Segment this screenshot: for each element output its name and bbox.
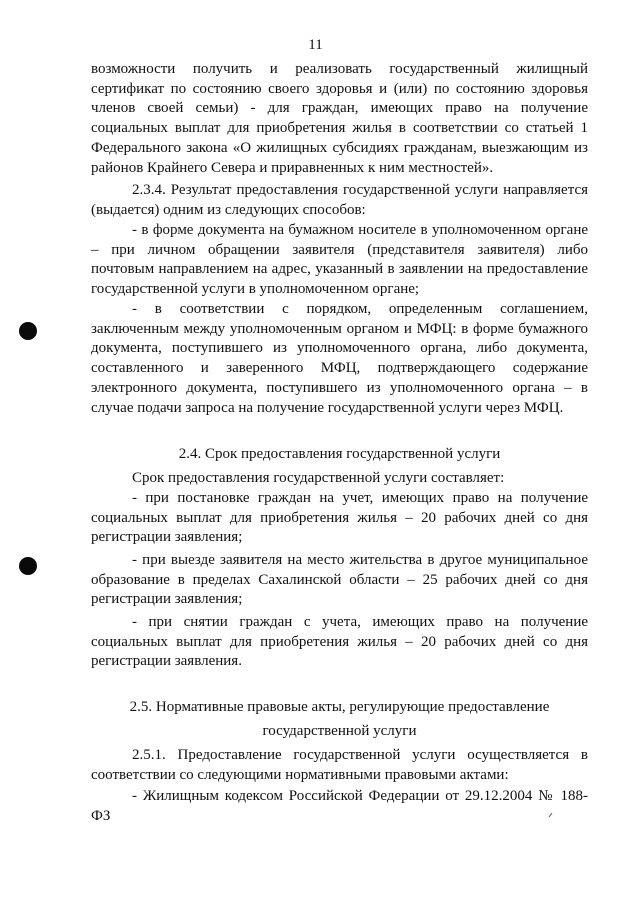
section-heading-2-4: 2.4. Срок предоставления государственной услуги <box>178 446 501 462</box>
section-heading-2-5-line1: 2.5. Нормативные правовые акты, регулирующие предоставление <box>129 699 550 715</box>
paragraph-mfc-delivery: - в соответствии с порядком, определенным соглашением, заключенным между уполномоченным органом и МФЦ: в форме бумажного документа, поступившего из уполномоченного органа, либо документа, составленного и заверенного МФЦ, подтверждающего содержание электронного документа, поступившего из уполномоченного органа – в случае подачи запроса на получение государственной услуги через МФЦ. <box>91 301 588 416</box>
punch-hole-lower <box>19 557 37 575</box>
paragraph-term-relocation: - при выезде заявителя на место жительства в другое муниципальное образование в пределах Сахалинской области – 25 рабочих дней со дня регистрации заявления; <box>91 552 588 608</box>
paragraph-term-deregistration: - при снятии граждан с учета, имеющих право на получение социальных выплат для приобретения жилья – 20 рабочих дней со дня регистрации заявления. <box>91 614 588 670</box>
paragraph-2-3-4: 2.3.4. Результат предоставления государственной услуги направляется (выдается) одним из следующих способов: <box>91 182 588 218</box>
paragraph-paper-delivery: - в форме документа на бумажном носителе в уполномоченном органе – при личном обращении заявителя (представителя заявителя) либо почтовым направлением на адрес, указанный в заявлении на предоставление государственной услуги в уполномоченном органе; <box>91 222 588 298</box>
paragraph-term-registration: - при постановке граждан на учет, имеющих право на получение социальных выплат для приобретения жилья – 20 рабочих дней со дня регистрации заявления; <box>91 490 588 546</box>
section-heading-2-5-line2: государственной услуги <box>262 723 417 739</box>
paragraph-2-5-1: 2.5.1. Предоставление государственной услуги осуществляется в соответствии со следующими нормативными правовыми актами: <box>91 747 588 783</box>
page-number: 11 <box>308 37 323 53</box>
punch-hole-upper <box>19 322 37 340</box>
paragraph-housing-code: - Жилищным кодексом Российской Федерации от 29.12.2004 № 188-ФЗ <box>91 788 588 824</box>
paragraph-term-intro: Срок предоставления государственной услуги составляет: <box>132 470 505 486</box>
paragraph-intro-continuation: возможности получить и реализовать государственный жилищный сертификат по состоянию своего здоровья и (или) по состоянию здоровья членов своей семьи) - для граждан, имеющих право на получение социальных выплат для приобретения жилья в соответствии со статьей 1 Федерального закона «О жилищных субсидиях гражданам, выезжающим из районов Крайнего Севера и приравненных к ним местностей». <box>91 61 588 176</box>
scan-speck <box>548 812 554 818</box>
